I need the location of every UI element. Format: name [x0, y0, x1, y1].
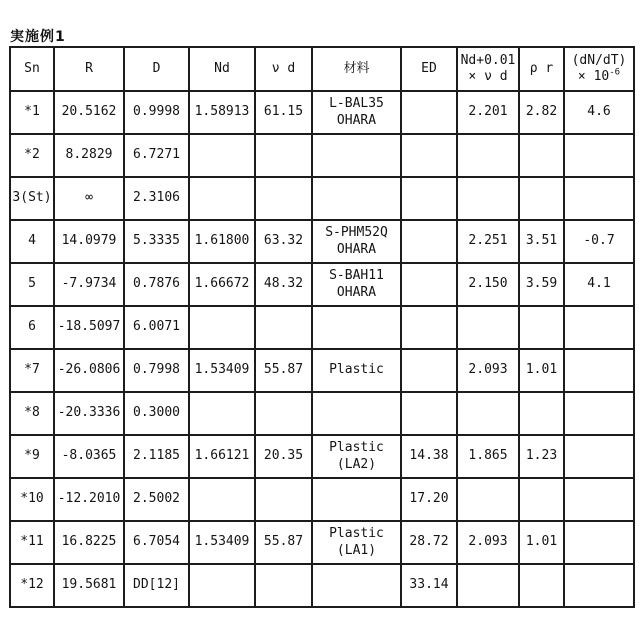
abbe-cell: 63.32 — [255, 220, 312, 263]
index-cell: 1.66121 — [189, 435, 255, 478]
abbe-cell — [255, 392, 312, 435]
surface-number-cell: 6 — [10, 306, 54, 349]
material-line2: (LA2) — [336, 456, 377, 472]
ed-cell: 33.14 — [401, 564, 457, 607]
col-header-pr: ρ r — [519, 47, 564, 91]
thickness-cell: 0.9998 — [124, 91, 189, 134]
col-header-sn: Sn — [10, 47, 54, 91]
material-cell — [312, 564, 401, 607]
page-title: 実施例1 — [10, 29, 66, 45]
col-header-dndt — [564, 47, 634, 91]
abbe-cell: 55.87 — [255, 349, 312, 392]
surface-number-cell: *2 — [10, 134, 54, 177]
table-row — [10, 349, 634, 392]
material-cell — [312, 134, 401, 177]
dndt-cell — [564, 306, 634, 349]
ndvd-cell: 2.093 — [457, 349, 519, 392]
radius-cell: 19.5681 — [54, 564, 124, 607]
ndvd-cell: 2.093 — [457, 521, 519, 564]
ndvd-cell: 2.150 — [457, 263, 519, 306]
thickness-cell: 0.7876 — [124, 263, 189, 306]
dndt-header-line1: (dN/dT) — [571, 52, 627, 68]
pr-cell — [519, 177, 564, 220]
surface-number-cell: *9 — [10, 435, 54, 478]
radius-cell: 20.5162 — [54, 91, 124, 134]
material-cell — [312, 220, 401, 263]
material-line1: Plastic — [329, 526, 384, 542]
abbe-cell: 20.35 — [255, 435, 312, 478]
dndt-cell: 4.6 — [564, 91, 634, 134]
surface-number-cell: *10 — [10, 478, 54, 521]
abbe-cell — [255, 564, 312, 607]
ed-cell: 14.38 — [401, 435, 457, 478]
pr-cell: 3.59 — [519, 263, 564, 306]
dndt-cell: -0.7 — [564, 220, 634, 263]
table-row — [10, 134, 634, 177]
ndvd-cell — [457, 478, 519, 521]
ndvd-cell — [457, 564, 519, 607]
surface-number-cell: 3(St) — [10, 177, 54, 220]
material-cell — [312, 177, 401, 220]
thickness-cell: 6.7271 — [124, 134, 189, 177]
ed-cell — [401, 177, 457, 220]
thickness-cell: 2.5002 — [124, 478, 189, 521]
surface-number-cell: 4 — [10, 220, 54, 263]
material-line2: OHARA — [336, 284, 377, 300]
ed-cell — [401, 392, 457, 435]
pr-cell — [519, 134, 564, 177]
material-cell — [312, 263, 401, 306]
col-header-thickness: D — [124, 47, 189, 91]
material-cell — [312, 435, 401, 478]
index-cell — [189, 306, 255, 349]
material-line1: Plastic — [329, 362, 384, 378]
table-row — [10, 177, 634, 220]
material-line2: (LA1) — [336, 542, 377, 558]
pr-cell — [519, 392, 564, 435]
pr-cell: 1.01 — [519, 349, 564, 392]
col-header-ndvd — [457, 47, 519, 91]
material-line2: OHARA — [336, 112, 377, 128]
col-header-index: Nd — [189, 47, 255, 91]
col-header-abbe: ν d — [255, 47, 312, 91]
pr-cell: 3.51 — [519, 220, 564, 263]
index-cell: 1.66672 — [189, 263, 255, 306]
ed-cell — [401, 220, 457, 263]
table-row — [10, 263, 634, 306]
abbe-cell — [255, 306, 312, 349]
thickness-cell: 5.3335 — [124, 220, 189, 263]
surface-number-cell: *8 — [10, 392, 54, 435]
header-row — [10, 47, 634, 91]
col-header-ed: ED — [401, 47, 457, 91]
ndvd-cell: 2.201 — [457, 91, 519, 134]
radius-cell: -18.5097 — [54, 306, 124, 349]
pr-cell — [519, 564, 564, 607]
radius-cell: 8.2829 — [54, 134, 124, 177]
thickness-cell: 0.3000 — [124, 392, 189, 435]
pr-cell — [519, 478, 564, 521]
dndt-cell — [564, 177, 634, 220]
table-row — [10, 478, 634, 521]
radius-cell: -7.9734 — [54, 263, 124, 306]
lens-data-table — [9, 46, 635, 608]
material-line1: Plastic — [329, 440, 384, 456]
col-header-radius: R — [54, 47, 124, 91]
ed-cell — [401, 91, 457, 134]
ndvd-cell — [457, 134, 519, 177]
radius-cell: -12.2010 — [54, 478, 124, 521]
table-row — [10, 564, 634, 607]
dndt-cell — [564, 392, 634, 435]
material-cell — [312, 91, 401, 134]
ed-cell: 28.72 — [401, 521, 457, 564]
ed-cell — [401, 349, 457, 392]
thickness-cell: 6.0071 — [124, 306, 189, 349]
radius-cell: -26.0806 — [54, 349, 124, 392]
ndvd-cell: 1.865 — [457, 435, 519, 478]
index-cell — [189, 392, 255, 435]
dndt-cell — [564, 134, 634, 177]
ed-cell — [401, 134, 457, 177]
thickness-cell: 2.1185 — [124, 435, 189, 478]
dndt-header-exponent: -6 — [609, 67, 621, 78]
ndvd-header-line2: × ν d — [468, 69, 508, 84]
index-cell — [189, 177, 255, 220]
dndt-cell — [564, 564, 634, 607]
radius-cell: -20.3336 — [54, 392, 124, 435]
ed-cell: 17.20 — [401, 478, 457, 521]
index-cell: 1.53409 — [189, 349, 255, 392]
surface-number-cell: *7 — [10, 349, 54, 392]
thickness-cell: 0.7998 — [124, 349, 189, 392]
ndvd-cell — [457, 306, 519, 349]
pr-cell: 2.82 — [519, 91, 564, 134]
ed-cell — [401, 306, 457, 349]
dndt-header-line2 — [565, 69, 633, 85]
abbe-cell — [255, 177, 312, 220]
index-cell — [189, 134, 255, 177]
ndvd-cell — [457, 392, 519, 435]
thickness-cell: DD[12] — [124, 564, 189, 607]
material-cell — [312, 349, 401, 392]
index-cell: 1.58913 — [189, 91, 255, 134]
abbe-cell: 48.32 — [255, 263, 312, 306]
dndt-cell: 4.1 — [564, 263, 634, 306]
thickness-cell: 6.7054 — [124, 521, 189, 564]
material-line1: S-PHM52Q — [325, 225, 388, 241]
radius-cell: 16.8225 — [54, 521, 124, 564]
dndt-cell — [564, 349, 634, 392]
index-cell — [189, 564, 255, 607]
surface-number-cell: *1 — [10, 91, 54, 134]
table-row — [10, 435, 634, 478]
radius-cell: ∞ — [54, 177, 124, 220]
pr-cell: 1.01 — [519, 521, 564, 564]
abbe-cell: 55.87 — [255, 521, 312, 564]
ndvd-header-line1: Nd+0.01 — [460, 52, 516, 68]
material-cell — [312, 392, 401, 435]
pr-cell: 1.23 — [519, 435, 564, 478]
material-cell — [312, 521, 401, 564]
index-cell: 1.53409 — [189, 521, 255, 564]
table-row — [10, 306, 634, 349]
dndt-cell — [564, 478, 634, 521]
dndt-cell — [564, 435, 634, 478]
table-header — [10, 47, 634, 91]
abbe-cell — [255, 134, 312, 177]
abbe-cell: 61.15 — [255, 91, 312, 134]
material-cell — [312, 306, 401, 349]
dndt-header-base: × 10 — [577, 69, 610, 84]
table-row — [10, 392, 634, 435]
col-header-material: 材料 — [312, 47, 401, 91]
radius-cell: 14.0979 — [54, 220, 124, 263]
surface-number-cell: *11 — [10, 521, 54, 564]
material-cell — [312, 478, 401, 521]
table-row — [10, 91, 634, 134]
surface-number-cell: *12 — [10, 564, 54, 607]
index-cell: 1.61800 — [189, 220, 255, 263]
table-row — [10, 521, 634, 564]
material-line1: L-BAL35 — [329, 96, 384, 112]
ndvd-cell: 2.251 — [457, 220, 519, 263]
radius-cell: -8.0365 — [54, 435, 124, 478]
abbe-cell — [255, 478, 312, 521]
ed-cell — [401, 263, 457, 306]
index-cell — [189, 478, 255, 521]
material-line1: S-BAH11 — [329, 268, 384, 284]
material-line2: OHARA — [336, 241, 377, 257]
ndvd-cell — [457, 177, 519, 220]
dndt-cell — [564, 521, 634, 564]
table-row — [10, 220, 634, 263]
thickness-cell: 2.3106 — [124, 177, 189, 220]
surface-number-cell: 5 — [10, 263, 54, 306]
pr-cell — [519, 306, 564, 349]
